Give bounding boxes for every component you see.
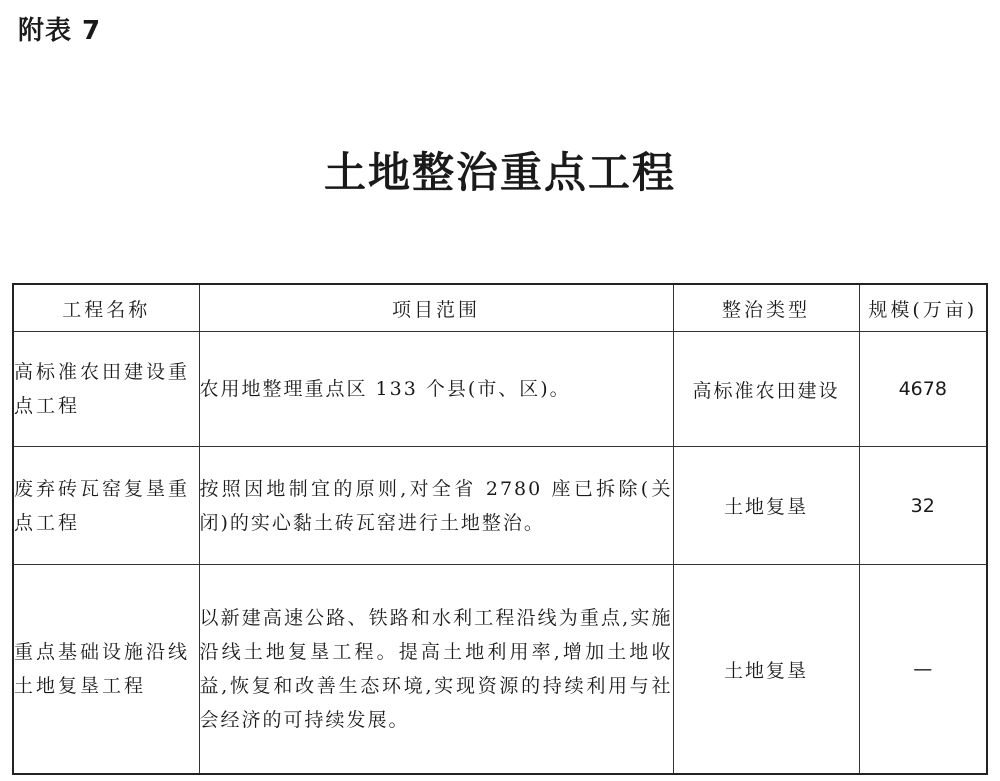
table-row [13,332,987,447]
project-type-cell: 土地复垦 [673,565,859,775]
project-name-cell: 高标准农田建设重点工程 [13,332,199,447]
column-header-type: 整治类型 [673,284,859,332]
appendix-label: 附表 7 [18,16,102,46]
column-header-scale: 规模(万亩) [859,284,987,332]
project-scale-cell: 4678 [859,332,987,447]
document-title: 土地整治重点工程 [323,148,676,197]
project-type-cell: 土地复垦 [673,447,859,565]
project-type-cell: 高标准农田建设 [673,332,859,447]
works-table [12,283,988,775]
column-header-scope: 项目范围 [199,284,673,332]
project-scale-cell: 32 [859,447,987,565]
table-header-row [13,284,987,332]
column-header-name: 工程名称 [13,284,199,332]
project-scale-cell: — [859,565,987,775]
project-name-cell: 重点基础设施沿线土地复垦工程 [13,565,199,775]
project-scope-cell: 以新建高速公路、铁路和水利工程沿线为重点,实施沿线土地复垦工程。提高土地利用率,增加土地收益,恢复和改善生态环境,实现资源的持续利用与社会经济的可持续发展。 [199,565,673,775]
project-scope-cell: 按照因地制宜的原则,对全省 2780 座已拆除(关闭)的实心黏土砖瓦窑进行土地整治。 [199,447,673,565]
project-name-cell: 废弃砖瓦窑复垦重点工程 [13,447,199,565]
project-scope-cell: 农用地整理重点区 133 个县(市、区)。 [199,332,673,447]
table-row [13,565,987,775]
table-row [13,447,987,565]
